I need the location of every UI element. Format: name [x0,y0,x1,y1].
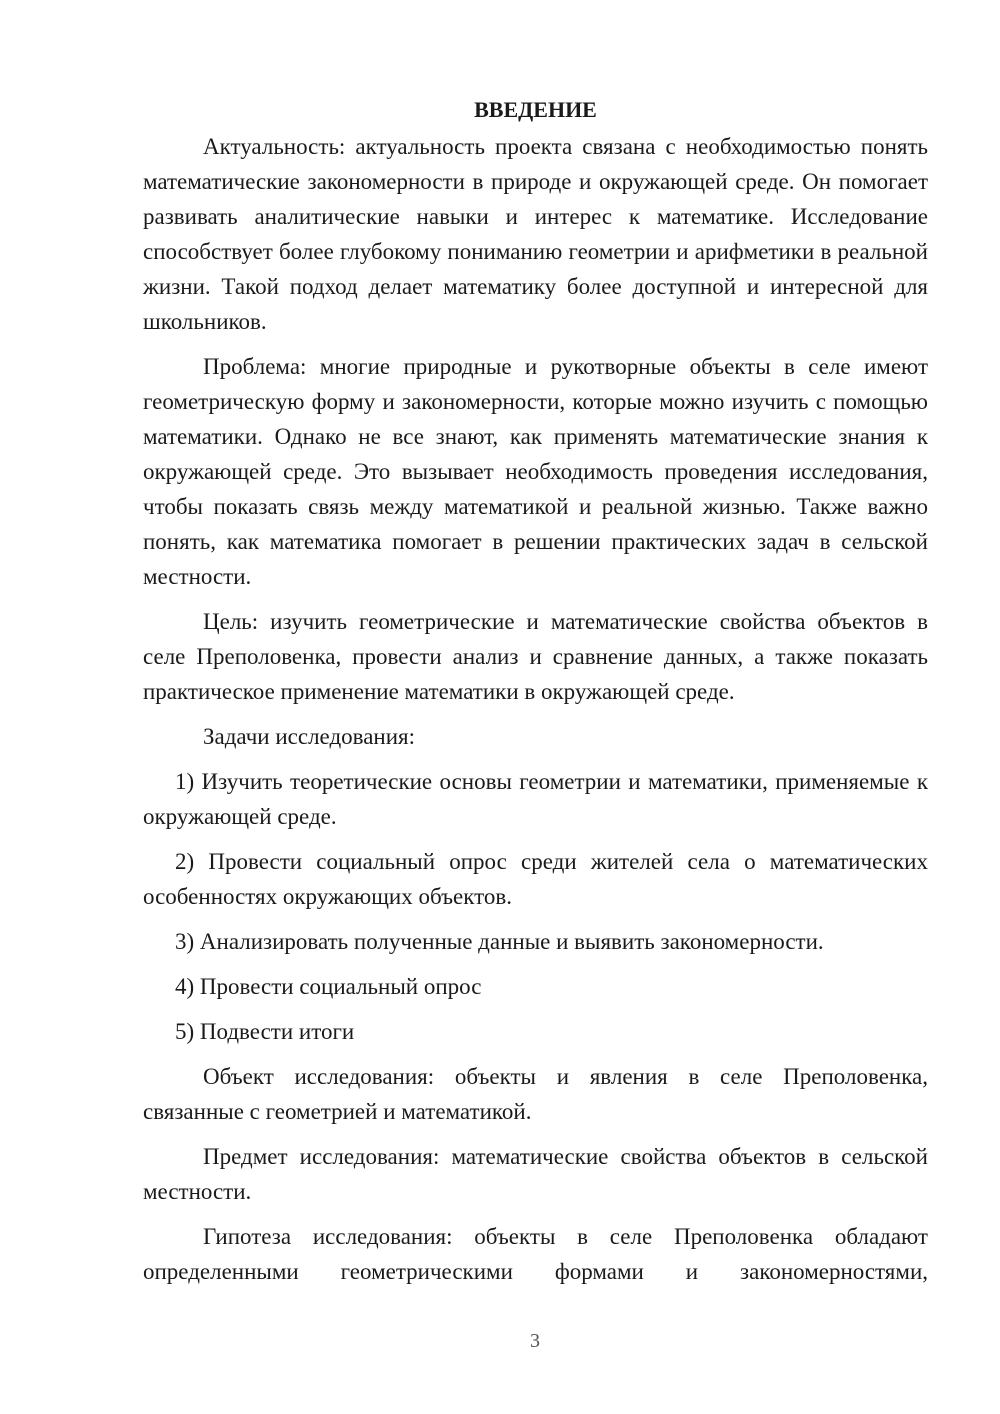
page-content [143,92,928,1299]
paragraph-relevance: Актуальность: актуальность проекта связана с необходимостью понять математические закономерности в природе и окружающей среде. Он помогает развивать аналитические навыки и интерес к математике. Исследование способствует более глубокому пониманию геометрии и арифметики в реальной жизни. Такой подход делает математику более доступной и интересной для школьников. [143,134,928,334]
task-item-5: 5) Подвести итоги [175,1019,355,1044]
section-title: ВВЕДЕНИЕ [474,97,597,122]
paragraph-object: Объект исследования: объекты и явления в селе Преполовенка, связанные с геометрией и математикой. [143,1064,928,1124]
paragraph-tasks-heading: Задачи исследования: [203,724,416,749]
task-item-3: 3) Анализировать полученные данные и выявить закономерности. [175,929,824,954]
task-item-1: 1) Изучить теоретические основы геометрии и математики, применяемые к окружающей среде. [143,769,928,829]
paragraph-problem: Проблема: многие природные и рукотворные объекты в селе имеют геометрическую форму и закономерности, которые можно изучить с помощью математики. Однако не все знают, как применять математические знания к окружающей среде. Это вызывает необходимость проведения исследования, чтобы показать связь между математикой и реальной жизнью. Также важно понять, как математика помогает в решении практических задач в сельской местности. [143,354,928,589]
paragraph-subject: Предмет исследования: математические свойства объектов в сельской местности. [143,1144,928,1204]
task-item-4: 4) Провести социальный опрос [175,974,482,999]
page-number: 3 [530,1330,540,1352]
paragraph-goal: Цель: изучить геометрические и математические свойства объектов в селе Преполовенка, провести анализ и сравнение данных, а также показать практическое применение математики в окружающей среде. [143,609,928,704]
paragraph-hypothesis: Гипотеза исследования: объекты в селе Преполовенка обладают определенными геометрическими формами и закономерностями, [143,1224,928,1284]
task-item-2: 2) Провести социальный опрос среди жителей села о математических особенностях окружающих объектов. [143,849,928,909]
